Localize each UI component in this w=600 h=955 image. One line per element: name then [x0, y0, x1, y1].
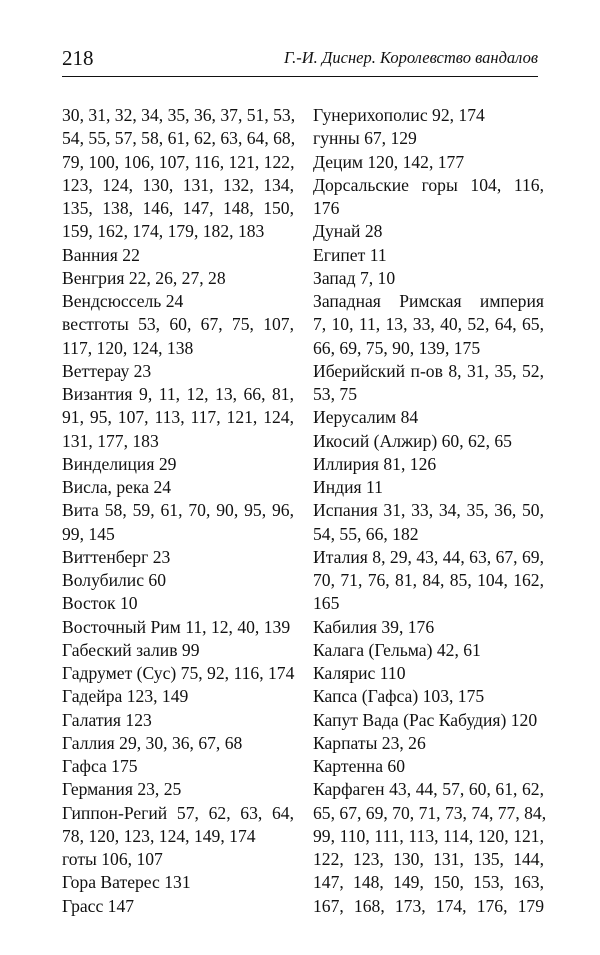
index-line: Вита 58, 59, 61, 70, 90, 95, 96, — [62, 500, 294, 521]
index-line: Галатия 123 — [62, 709, 152, 730]
index-line: Веттерау 23 — [62, 360, 152, 381]
index-line: 122, 123, 130, 131, 135, 144, — [313, 849, 544, 869]
index-line: Галлия 29, 30, 36, 67, 68 — [62, 732, 243, 753]
index-line: 54, 55, 57, 58, 61, 62, 63, 64, 68, — [62, 128, 296, 149]
index-line: Картенна 60 — [313, 756, 406, 776]
index-line: 99, 110, 111, 113, 114, 120, 121, — [313, 825, 544, 846]
index-line: Капса (Гафса) 103, 175 — [313, 686, 485, 707]
page-header — [62, 42, 538, 77]
index-column-left — [62, 104, 294, 918]
index-line: 123, 124, 130, 131, 132, 134, — [62, 174, 294, 195]
page-number: 218 — [62, 46, 94, 70]
index-line: Индия 11 — [313, 477, 383, 497]
index-line: Египет 11 — [313, 244, 387, 265]
index-line: готы 106, 107 — [62, 849, 163, 869]
index-line: Габеский залив 99 — [62, 639, 200, 660]
index-line: Иерусалим 84 — [313, 407, 419, 428]
index-line: Капут Вада (Рас Кабудия) 120 — [313, 709, 538, 730]
index-line: 65, 67, 69, 70, 71, 73, 74, 77, 84, — [313, 802, 547, 823]
index-line: Гафса 175 — [62, 756, 138, 776]
index-line: 131, 177, 183 — [62, 430, 159, 451]
index-line: 117, 120, 124, 138 — [62, 337, 194, 358]
index-line: 176 — [313, 198, 340, 218]
index-line: Запад 7, 10 — [313, 267, 396, 288]
index-line: Карпаты 23, 26 — [313, 732, 426, 753]
index-line: Дорсальские горы 104, 116, — [313, 174, 544, 195]
index-line: Икосий (Алжир) 60, 62, 65 — [313, 430, 512, 451]
index-line: 167, 168, 173, 174, 176, 179 — [313, 895, 544, 916]
index-line: Гора Ватерес 131 — [62, 872, 191, 893]
index-line: Децим 120, 142, 177 — [313, 151, 465, 172]
index-line: Гунерихополис 92, 174 — [313, 105, 485, 125]
index-line: 91, 95, 107, 113, 117, 121, 124, — [62, 407, 294, 428]
index-line: 54, 55, 66, 182 — [313, 523, 419, 544]
index-line: 159, 162, 174, 179, 182, 183 — [62, 221, 265, 242]
index-line: Ванния 22 — [62, 244, 140, 265]
index-line: Западная Римская империя — [313, 291, 544, 311]
index-line: 135, 138, 146, 147, 148, 150, — [62, 198, 294, 218]
index-line: Винделиция 29 — [62, 453, 177, 474]
index-line: 7, 10, 11, 13, 33, 40, 52, 64, 65, — [313, 314, 544, 335]
index-line: Италия 8, 29, 43, 44, 63, 67, 69, — [313, 546, 544, 567]
index-line: Иллирия 81, 126 — [313, 453, 437, 474]
index-line: 79, 100, 106, 107, 116, 121, 122, — [62, 151, 295, 172]
index-line: Гадрумет (Сус) 75, 92, 116, 174 — [62, 663, 295, 683]
index-line: Висла, река 24 — [62, 477, 172, 497]
index-line: Восточный Рим 11, 12, 40, 139 — [62, 616, 291, 637]
index-line: Калярис 110 — [313, 663, 406, 683]
index-line: гунны 67, 129 — [313, 128, 417, 149]
index-line: вестготы 53, 60, 67, 75, 107, — [62, 314, 294, 335]
index-line: Волубилис 60 — [62, 570, 167, 590]
index-line: 30, 31, 32, 34, 35, 36, 37, 51, 53, — [62, 105, 296, 125]
index-line: Карфаген 43, 44, 57, 60, 61, 62, — [313, 779, 544, 800]
index-line: 70, 71, 76, 81, 84, 85, 104, 162, — [313, 570, 544, 590]
index-column-right — [313, 104, 547, 918]
index-line: Кабилия 39, 176 — [313, 616, 435, 637]
index-line: Германия 23, 25 — [62, 779, 182, 800]
index-line: 99, 145 — [62, 523, 115, 544]
index-line: Иберийский п-ов 8, 31, 35, 52, — [313, 360, 544, 381]
index-line: Грасс 147 — [62, 895, 135, 916]
index-line: Виттенберг 23 — [62, 546, 171, 567]
index-line: 165 — [313, 593, 340, 614]
index-line: Дунай 28 — [313, 221, 383, 242]
index-line: 53, 75 — [313, 384, 357, 404]
index-line: 66, 69, 75, 90, 139, 175 — [313, 337, 481, 358]
index-line: Венгрия 22, 26, 27, 28 — [62, 267, 226, 288]
index-line: Испания 31, 33, 34, 35, 36, 50, — [313, 500, 544, 521]
index-line: Гиппон-Регий 57, 62, 63, 64, — [62, 802, 294, 823]
index-line: 78, 120, 123, 124, 149, 174 — [62, 825, 256, 846]
index-line: Гадейра 123, 149 — [62, 686, 189, 707]
index-line: Вендсюссель 24 — [62, 291, 184, 311]
index-line: Восток 10 — [62, 593, 138, 614]
index-line: Византия 9, 11, 12, 13, 66, 81, — [62, 384, 294, 404]
index-line: Калага (Гельма) 42, 61 — [313, 639, 481, 660]
running-head: Г.-И. Диснер. Королевство вандалов — [283, 48, 538, 67]
index-line: 147, 148, 149, 150, 153, 163, — [313, 872, 544, 893]
